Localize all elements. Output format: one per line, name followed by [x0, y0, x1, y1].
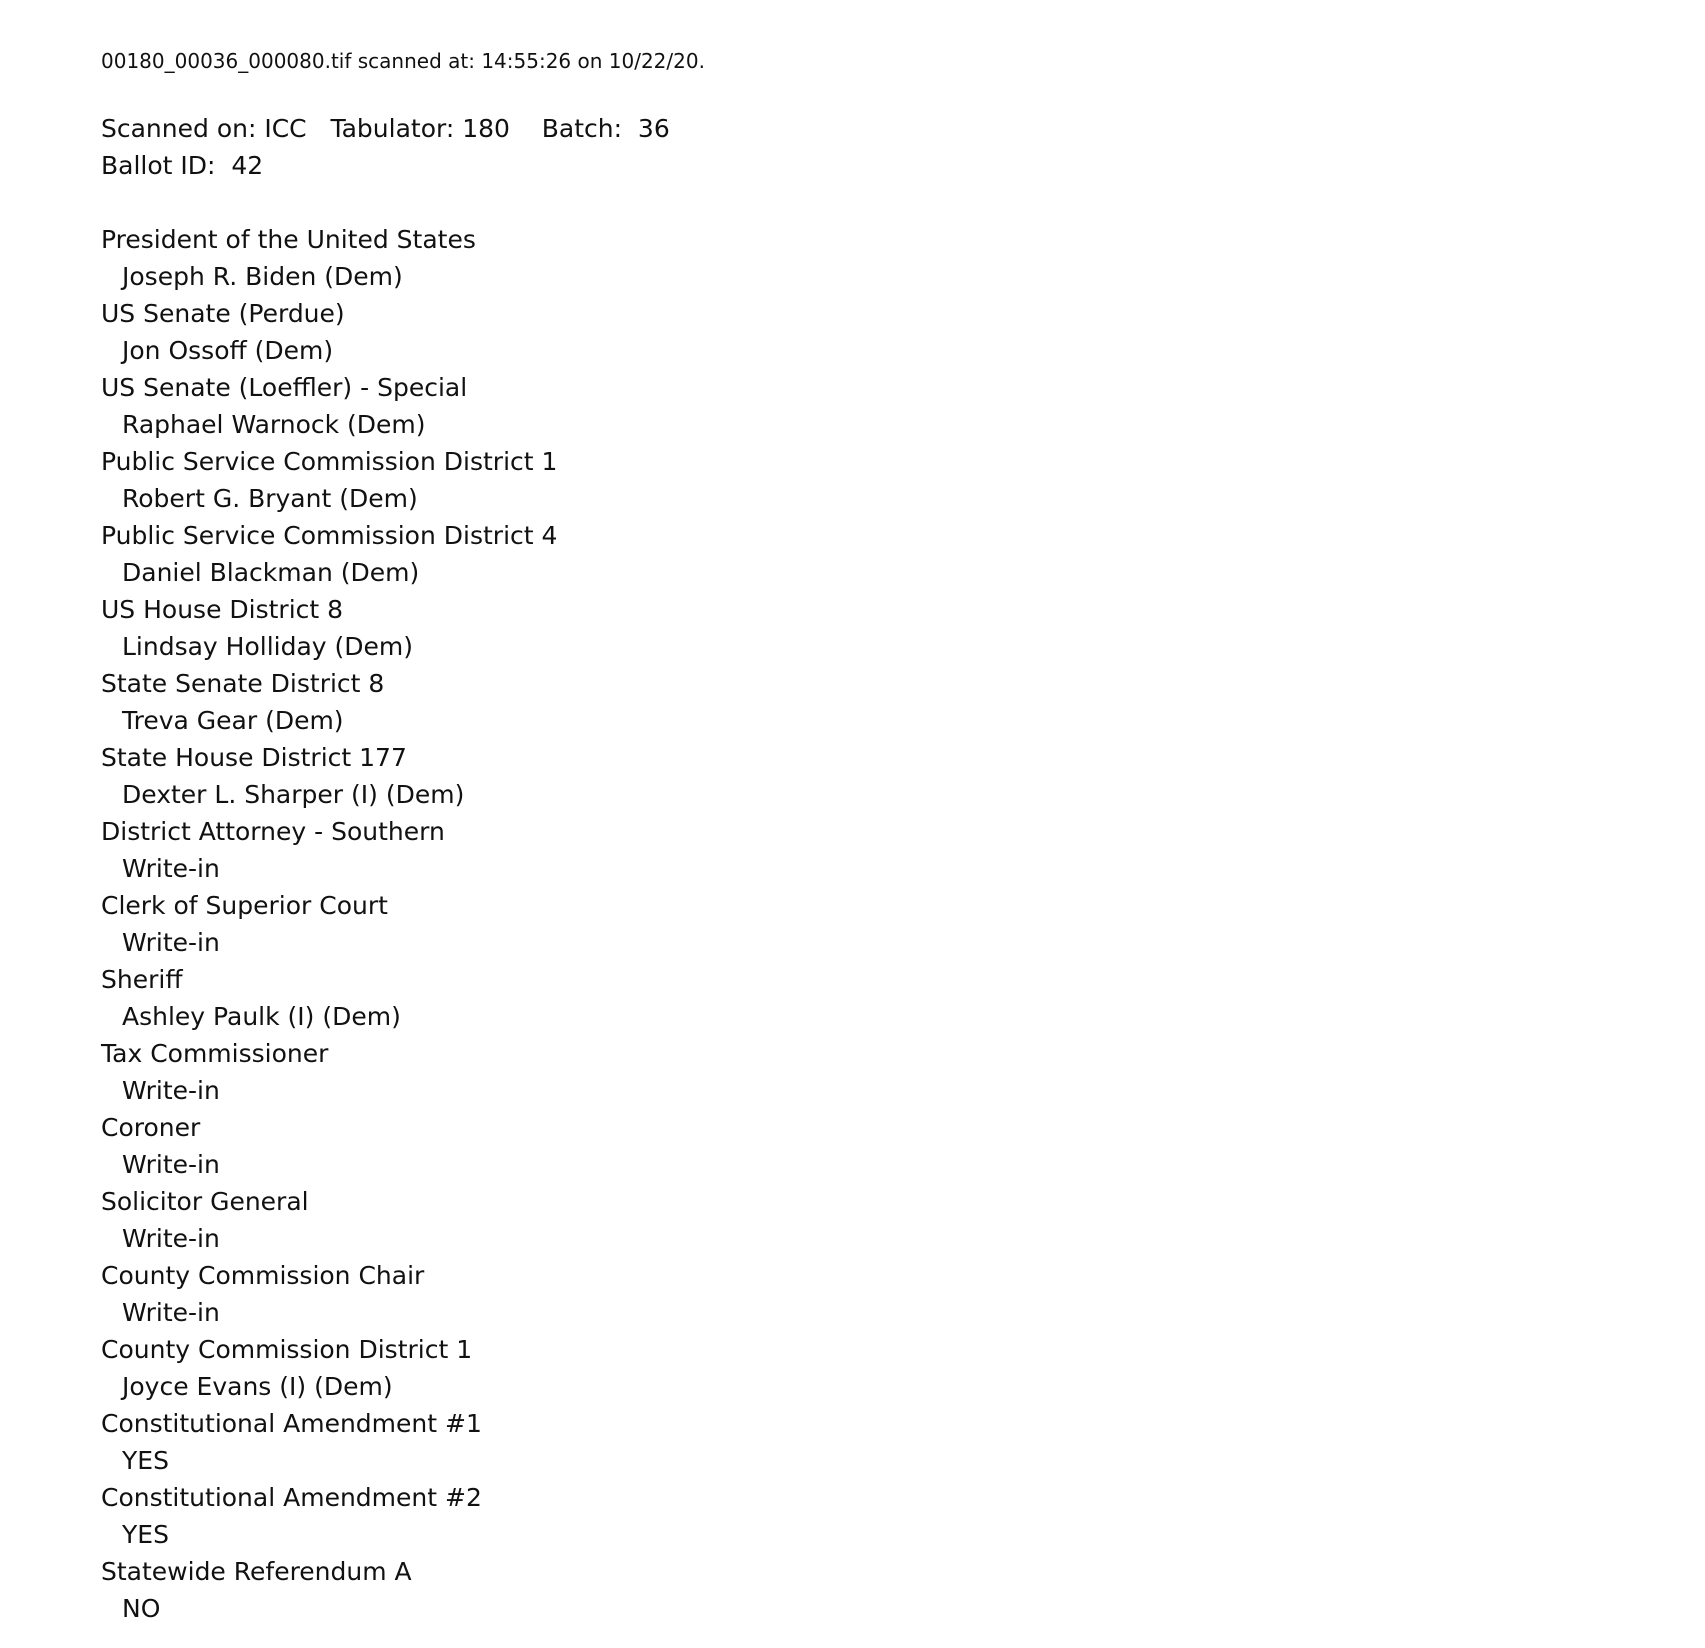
contest-selection: Treva Gear (Dem)	[122, 706, 344, 735]
contest-item	[101, 1331, 1601, 1405]
contest-item	[101, 1109, 1601, 1183]
contest-item	[101, 1257, 1601, 1331]
contest-item	[101, 961, 1601, 1035]
ballot-metadata	[101, 110, 1601, 184]
contest-item	[101, 1553, 1601, 1627]
contest-selection: NO	[122, 1594, 161, 1623]
contest-item	[101, 1183, 1601, 1257]
contest-selection: Lindsay Holliday (Dem)	[122, 632, 414, 661]
contest-title: County Commission Chair	[101, 1261, 425, 1290]
contest-selection: Write-in	[122, 1150, 220, 1179]
contest-title: US Senate (Perdue)	[101, 299, 345, 328]
contest-title: Public Service Commission District 4	[101, 521, 558, 550]
tabulator-text: Tabulator: 180	[330, 114, 510, 143]
contest-selection: Write-in	[122, 1298, 220, 1327]
contest-title: Coroner	[101, 1113, 201, 1142]
contest-selection: Write-in	[122, 1224, 220, 1253]
contest-item	[101, 739, 1601, 813]
contest-title: State Senate District 8	[101, 669, 385, 698]
contest-selection: Joseph R. Biden (Dem)	[122, 262, 403, 291]
contest-item	[101, 591, 1601, 665]
contest-selection: Raphael Warnock (Dem)	[122, 410, 426, 439]
contest-selection: Ashley Paulk (I) (Dem)	[122, 1002, 401, 1031]
contest-item	[101, 221, 1601, 295]
contest-item	[101, 887, 1601, 961]
contest-selection: Dexter L. Sharper (I) (Dem)	[122, 780, 465, 809]
contest-title: Constitutional Amendment #2	[101, 1483, 482, 1512]
contest-item	[101, 443, 1601, 517]
contest-title: Public Service Commission District 1	[101, 447, 558, 476]
ballot-id-text: Ballot ID: 42	[101, 151, 264, 180]
batch-text: Batch: 36	[541, 114, 670, 143]
contest-title: US Senate (Loeffler) - Special	[101, 373, 468, 402]
contest-item	[101, 665, 1601, 739]
contest-title: Statewide Referendum A	[101, 1557, 412, 1586]
scanned-on-text: Scanned on: ICC	[101, 114, 307, 143]
contest-title: US House District 8	[101, 595, 344, 624]
contest-item	[101, 813, 1601, 887]
contest-item	[101, 295, 1601, 369]
contest-title: Tax Commissioner	[101, 1039, 329, 1068]
contest-title: Solicitor General	[101, 1187, 309, 1216]
contest-selection: YES	[122, 1446, 169, 1475]
contest-title: District Attorney - Southern	[101, 817, 445, 846]
contest-item	[101, 1479, 1601, 1553]
contest-title: State House District 177	[101, 743, 407, 772]
contest-item	[101, 1035, 1601, 1109]
contest-item	[101, 369, 1601, 443]
contest-selection: Write-in	[122, 928, 220, 957]
contest-selection: Joyce Evans (I) (Dem)	[122, 1372, 393, 1401]
scan-details-row	[101, 110, 1601, 147]
ballot-document	[101, 46, 1601, 1627]
scan-info-line: 00180_00036_000080.tif scanned at: 14:55:26 on 10/22/20.	[101, 49, 705, 73]
contest-item	[101, 517, 1601, 591]
contest-title: Clerk of Superior Court	[101, 891, 388, 920]
contest-item	[101, 1405, 1601, 1479]
contest-title: County Commission District 1	[101, 1335, 473, 1364]
contest-title: Sheriff	[101, 965, 183, 994]
contest-title: President of the United States	[101, 225, 476, 254]
contest-title: Constitutional Amendment #1	[101, 1409, 482, 1438]
contest-list	[101, 221, 1601, 1627]
contest-selection: Daniel Blackman (Dem)	[122, 558, 420, 587]
contest-selection: Jon Ossoff (Dem)	[122, 336, 334, 365]
contest-selection: Write-in	[122, 854, 220, 883]
contest-selection: Robert G. Bryant (Dem)	[122, 484, 418, 513]
contest-selection: YES	[122, 1520, 169, 1549]
contest-selection: Write-in	[122, 1076, 220, 1105]
